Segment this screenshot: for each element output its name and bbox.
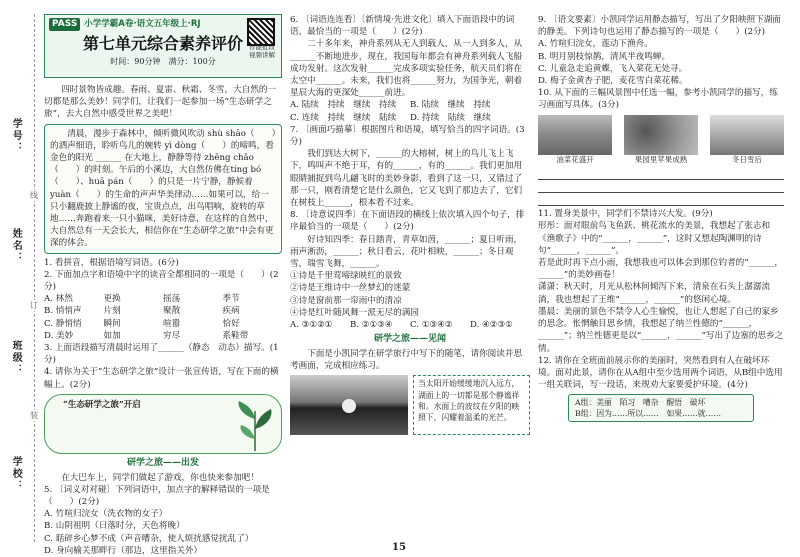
word-group-a: A组：美丽 陌习 嘈杂 醒悟 破坏: [575, 398, 706, 408]
poem-item: ②诗是王维诗中一丝梦幻的迷蒙: [290, 283, 411, 294]
option-word: 系鞋带: [222, 330, 249, 341]
option-word: 季节: [222, 294, 240, 305]
section-intro: 下面是小凯同学在研学旅行中写下的随笔，请你阅读并思考画面，完成相应练习。: [290, 349, 523, 372]
question-11-line: 若是此时再下点小雨，我想我也可以体会到那位钓者的“______，______”的美妙画卷！: [538, 258, 784, 281]
poem-item: ④诗是红叶随风舞一派无尽的满园: [290, 307, 419, 318]
intro-text: 四时景物皆成趣。春雨、夏雷、秋霜、冬雪，大自然的一切都是那么美妙！同学们，让我们一起参加一场“生态研学之旅”，去大自然中感受世界之美吧！: [44, 85, 277, 120]
section-intro: 在大巴车上，同学们做起了游戏，你也快来参加吧！: [61, 472, 259, 483]
story-text: 清晨，漫步于森林中，倾听微风吹动 shù shāo（ ）的洒声细语，聆听鸟儿的婉转 yì dòng（ ）的啼鸣，看金色的阳光 ______ 在大地上，静静等待 zhēng chǎo（ ）的时刻。午后的小溪边，大自然仿佛在tíng bó（ ）、huā pán（ ）的只是一片宁静，静候着 yuàn（ ）的生命的声声华美律动……如果可以，给一只小翻鹿披上静谧的夜，宝贵点点，出鸟唱响，旋转的草地……奔跑着来一只小猫咪，美好诗意，在这样的自然中，大自然总有一天会长大，相信你在“生态研学之旅”中会有更深的体会。: [50, 128, 276, 249]
lake-figure: [290, 375, 530, 435]
question-6-options: [290, 99, 530, 123]
margin-label-school: 学校：: [10, 456, 22, 492]
option-word: 瞬间: [103, 318, 121, 329]
column-right: [538, 14, 784, 422]
option-word: 喧嚣: [163, 318, 181, 329]
page-number: 15: [392, 542, 406, 553]
cut-mark: 线: [30, 191, 38, 200]
question-11-stem: 11. 置身美景中，同学们不禁诗兴大发。(9分): [538, 209, 713, 220]
question-2-stem: 2. 下面加点字和语境中字的读音全都相同的一项是（ ）(2分): [44, 269, 279, 293]
binding-margin: [0, 0, 42, 556]
question-12-stem: 12. 请你在全班面前展示你的美丽时，突然看到有人在破坏环境。面对此景，请你在从A组中至少选用两个词语，从B组中选用一组关联词，写一段话，来规劝大家要爱护环境。(4分): [538, 355, 783, 391]
answer-line[interactable]: [538, 168, 784, 180]
question-11-line: 墨晨：美丽的景色不禁令人心生愉悦，也让人想起了自己的家乡的思念。怅惘触目思乡情，我想起了纳兰性德的“______，______”；纳兰性德更是以“______，______”写出了边塞的思乡之情。: [538, 306, 784, 354]
option-word: 聚散: [163, 306, 181, 317]
plant-icon: [233, 399, 277, 451]
option-word: 穷尽: [163, 330, 181, 341]
page-title: 第七单元综合素养评价: [82, 33, 243, 53]
question-8-passage: 好诗知四季：春日踏青，青草如茵，______；夏日听雨，雨声淅沥，______；秋日看云，花叶相映，______；冬日观雪，瑞雪飞舞，______。: [290, 234, 523, 270]
option-word: 片刻: [103, 306, 121, 317]
slogan-banner[interactable]: [44, 394, 282, 454]
question-2-options: [44, 293, 282, 342]
rapeseed-image: [538, 115, 612, 155]
orchard-image: [624, 115, 698, 155]
column-left: [44, 14, 282, 557]
cut-line: [34, 14, 35, 542]
poem-item: ③诗是窗前那一帘雨中的清凉: [290, 295, 402, 306]
option[interactable]: D. 梅子金黄杏子肥，麦花雪白菜花稀。: [538, 76, 688, 87]
option[interactable]: A. 竹喧归浣女，莲动下渔舟。: [538, 39, 653, 50]
scenery-pictures: [538, 115, 784, 166]
question-5-stem: 5. 〔词义对对碰〕下列词语中，加点字的解释错误的一项是（ ）(2分): [44, 484, 270, 508]
option[interactable]: A. ③①②①: [290, 320, 333, 331]
series-title: 小学学霸A卷·语文五年级上·RJ: [84, 19, 201, 29]
option-word: 疾病: [222, 306, 240, 317]
story-passage: [44, 124, 282, 254]
option-word: 更换: [103, 294, 121, 305]
question-6-passage: 二十多年来，神舟系列从无人到载人，从一人到多人，从______不断地进步，现在，我国每年都会有神舟系列载人飞船成功发射。这次发射______完成多项实验任务，航天员们将在太空中______。未来，我们也将______努力，为国争光，朝着星辰大海的更深处______前进。: [290, 39, 523, 99]
option-word: 如加: [103, 330, 121, 341]
question-6-stem: 6. 〔词语连连看〕〔新情境·先进文化〕填入下面语段中的词语，最恰当的一项是（ ）(2分): [290, 15, 515, 38]
question-8-options: [290, 319, 530, 331]
option[interactable]: A. 陆续 持续 继续 持续: [290, 100, 397, 111]
option[interactable]: D. 美妙: [44, 330, 74, 341]
option[interactable]: C. 静悄悄: [44, 318, 82, 329]
option[interactable]: C. 儿童急走追黄蝶，飞入菜花无处寻。: [538, 63, 688, 74]
option[interactable]: A. 林然: [44, 294, 73, 305]
option[interactable]: B. ②①③④: [350, 320, 393, 331]
question-3: 3. 上面语段描写清晨时运用了______（静态 动态）描写。(1分): [44, 343, 279, 366]
brand-logo: PASS: [49, 18, 80, 31]
option[interactable]: D. ④②③①: [470, 320, 513, 331]
option-word: 摇荡: [163, 294, 181, 305]
question-10: 10. 从下面的三幅风景图中任选一幅，参考小凯同学的描写，练习画面写具体。(3分): [538, 88, 778, 111]
question-11-line: 潇潇：秋天时，月光从松林间倾泻下来，清泉在石头上潺潺流淌，我也想起了王维“______，______”的悠闲心境。: [538, 282, 771, 305]
section-heading: 研学之旅——出发: [126, 457, 199, 468]
snow-image: [710, 115, 784, 155]
margin-label-class: 班级：: [10, 340, 22, 376]
banner-title: “生态研学之旅”开启: [63, 399, 141, 410]
question-11-line: 形彤：面对眼前鸟飞鱼跃、桃花流水的美景，我想起了张志和《渔歌子》中的“______，______”，这时又想起陶渊明的诗句“______，______”。: [538, 221, 771, 256]
word-bank: [568, 394, 754, 422]
option[interactable]: C. ①③④②: [410, 320, 453, 331]
option[interactable]: D. 身向榆关那畔行（那边，这里指关外）: [44, 545, 203, 556]
option[interactable]: C. 聒碎乡心梦不成（声音嘈杂，使人烦扰感觉扰乱了）: [44, 533, 254, 544]
margin-label-student-id: 学号：: [10, 118, 22, 154]
option[interactable]: A. 竹喧归浣女（洗衣物的女子）: [44, 509, 168, 520]
margin-label-name: 姓名：: [10, 228, 22, 264]
exam-header: [44, 14, 282, 78]
option[interactable]: C. 连续 持续 继续 陆续: [290, 112, 397, 123]
picture-caption: 冬日雪后: [732, 154, 762, 164]
question-1: 1. 看拼音，根据语境写词语。(6分): [44, 257, 179, 268]
option[interactable]: B. 山阴祖明（日落时分，天色将晚）: [44, 521, 185, 532]
picture-caption: 油菜花盛开: [556, 154, 594, 164]
time-score: 时间：90分钟 满分：100分: [110, 57, 216, 67]
picture-card[interactable]: [624, 115, 698, 166]
option[interactable]: B. 明月别枝惊鹊，清风半夜鸣蝉。: [538, 51, 671, 62]
question-7-stem: 7. 〔画面巧描摹〕根据图片和语境，填写恰当的四字词语。(3分): [290, 124, 525, 148]
lake-caption: 当太阳开始缓缓地沉入远方，湖面上的一切都是那个静谧祥和。水面上的波纹在夕阳的映照下，闪耀着温柔的光芒。: [413, 375, 530, 435]
qr-caption: 智能批改 视频讲解: [249, 43, 275, 59]
column-middle: [290, 14, 530, 435]
picture-card[interactable]: [710, 115, 784, 166]
word-group-b: B组：因为……所以…… 如果……就……: [575, 409, 722, 419]
option[interactable]: D. 持续 陆续 继续: [410, 112, 491, 123]
picture-caption: 果园里苹果成熟: [634, 154, 688, 164]
picture-card[interactable]: [538, 115, 612, 166]
question-8-stem: 8. 〔诗意说四季〕在下面语段的横线上依次填入四个句子，排序最恰当的一项是（ ）(2分): [290, 210, 525, 233]
cut-mark: 装: [30, 411, 38, 420]
sun-icon: [342, 399, 356, 413]
answer-line[interactable]: [538, 181, 784, 193]
cut-mark: 订: [30, 301, 38, 310]
question-4: 4. 请你为关于“生态研学之旅”设计一张宣传语，写在下面的横幅上。(2分): [44, 367, 279, 390]
option[interactable]: B. 悄悄声: [44, 306, 82, 317]
question-9-stem: 9. 〔语文要素〕小凯同学运用静态描写，写出了夕阳映照下湖面的静美。下列诗句也运用了静态描写的一项是（ ）(2分): [538, 15, 781, 38]
answer-line[interactable]: [538, 194, 784, 206]
sunset-lake-image: [290, 375, 408, 435]
question-7-passage: 我们到达大树下，______的大榕树，树上的鸟儿飞上飞下，鸣叫声不绝于耳，有的______，有的______。我们更加用眼睛捕捉到鸟儿翩飞时的美妙身影，看到了这一只，又错过了那一只，刚看清楚它是什么颜色，它又飞到了那边去了，它们在树枝上______，根本看不过来。: [290, 149, 523, 209]
option-word: 恰好: [222, 318, 240, 329]
qr-code-icon[interactable]: [247, 18, 275, 46]
section-heading: 研学之旅——见闻: [373, 334, 446, 345]
poem-item: ①诗是千里莺啼绿映红的景致: [290, 271, 402, 282]
option[interactable]: B. 陆续 继续 持续: [410, 100, 491, 111]
